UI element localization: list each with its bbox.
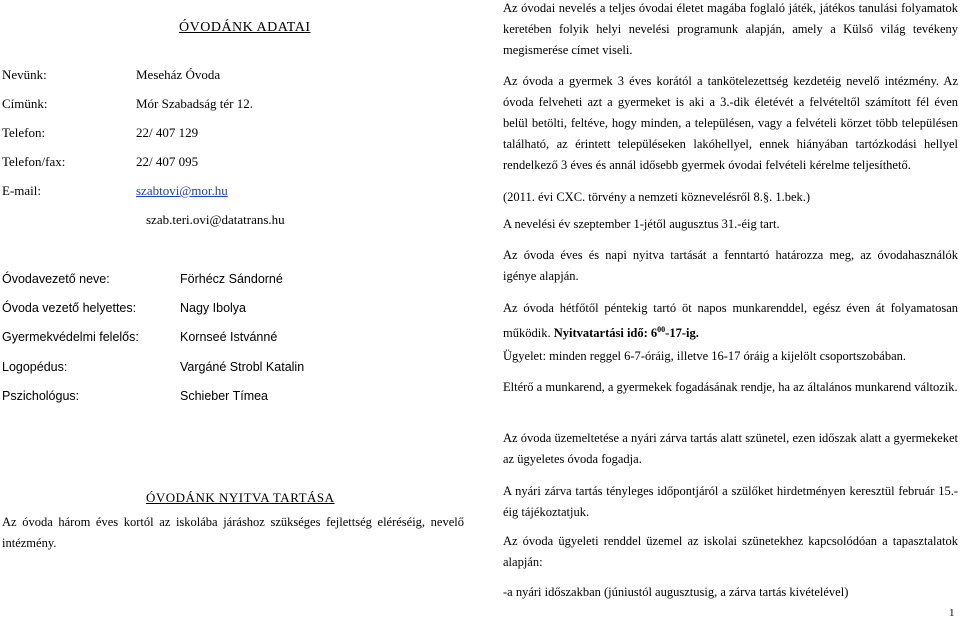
staff-value-director: Förhécz Sándorné	[180, 272, 283, 286]
opening-title: ÓVODÁNK NYITVA TARTÁSA	[146, 490, 335, 505]
phone-label: Telefon:	[2, 125, 46, 140]
email-value-2: szab.teri.ovi@datatrans.hu	[146, 212, 285, 227]
opening-text: Az óvoda három éves kortól az iskolába járáshoz szükséges fejlettség eléréséig, nevelő intézmény.	[2, 515, 464, 550]
staff-value-speech: Vargáné Strobl Katalin	[180, 360, 305, 374]
opening-hours-end: -17-ig.	[665, 326, 699, 341]
paragraph-duty-schedule: Az óvoda ügyeleti renddel üzemel az iskolai szünetekhez kapcsolódóan a tapasztalatok alapján:	[503, 534, 958, 569]
fax-label: Telefon/fax:	[2, 154, 66, 169]
staff-label-childprotection: Gyermekvédelmi felelős:	[2, 330, 139, 344]
email-link-1[interactable]: szabtovi@mor.hu	[136, 183, 228, 198]
paragraph-law-ref: (2011. évi CXC. törvény a nemzeti köznevelésről 8.§. 1.bek.)	[503, 190, 811, 204]
page-title: ÓVODÁNK ADATAI	[179, 20, 311, 35]
paragraph-duty: Ügyelet: minden reggel 6-7-óráig, illetve 16-17 óráig a kijelölt csoportszobában.	[503, 349, 907, 363]
opening-hours-sup: 00	[657, 325, 666, 334]
paragraph-schedule-change: Eltérő a munkarend, a gyermekek fogadásának rendje, ha az általános munkarend változik.	[503, 380, 958, 394]
staff-label-speech: Logopédus:	[2, 360, 68, 374]
address-value: Mór Szabadság tér 12.	[136, 96, 253, 111]
paragraph-summer-period: -a nyári időszakban (júniustól augusztusig, a zárva tartás kivételével)	[503, 585, 849, 599]
paragraph-opening-decision: Az óvoda éves és napi nyitva tartását a fenntartó határozza meg, az óvodahasználók igénye alapján.	[503, 248, 958, 283]
phone-value: 22/ 407 129	[136, 125, 199, 140]
paragraph-school-year: A nevelési év szeptember 1-jétől augusztus 31.-éig tart.	[503, 217, 780, 231]
staff-label-psychologist: Pszichológus:	[2, 389, 80, 403]
staff-label-deputy: Óvoda vezető helyettes:	[2, 301, 137, 315]
staff-value-psychologist: Schieber Tímea	[180, 389, 269, 403]
fax-value: 22/ 407 095	[136, 154, 199, 169]
paragraph-admission: Az óvoda a gyermek 3 éves korától a tankötelezettség kezdetéig nevelő intézmény. Az óvoda felveheti azt a gyermeket is aki a 3.-dik életévét a felvételtől számított fél éven belül betölti, feltéve, hogy minden, a településen, vagy a felvételi körzet több településen található, az érintett településeken lakóhellyel, ennek hiányában tartózkodási hellyel rendelkező 3 éves és annál idősebb gyermek óvodai felvételi kérelme teljesíthető.	[503, 74, 958, 172]
staff-value-childprotection: Kornseé Istvánné	[180, 330, 278, 344]
address-label: Címünk:	[2, 96, 48, 111]
paragraph-program: Az óvodai nevelés a teljes óvodai életet magába foglaló játék, játékos tanulási folyamatok keretében folyik helyi nevelési programunk alapján, amely a Külső világ tevékeny megismerése címet viseli.	[503, 1, 958, 57]
staff-label-director: Óvodavezető neve:	[2, 272, 110, 286]
name-value: Meseház Óvoda	[136, 67, 221, 82]
email-label: E-mail:	[2, 183, 41, 198]
paragraph-summer-notice: A nyári zárva tartás tényleges időpontjáról a szülőket hirdetményen keresztül február 15.-éig tájékoztatjuk.	[503, 484, 958, 519]
staff-value-deputy: Nagy Ibolya	[180, 301, 247, 315]
name-label: Nevünk:	[2, 67, 47, 82]
paragraph-weekly-schedule	[503, 298, 958, 344]
paragraph-summer-closure: Az óvoda üzemeltetése a nyári zárva tartás alatt szünetel, ezen időszak alatt a gyermekeket az ügyeletes óvoda fogadja.	[503, 431, 958, 466]
schedule-text: Az óvoda hétfőtől péntekig tartó öt napos munkarenddel, egész éven át folyamatosan működik.	[503, 301, 958, 341]
page-number: 1	[949, 607, 955, 619]
opening-hours-label: Nyitvatartási idő: 6	[553, 326, 658, 341]
